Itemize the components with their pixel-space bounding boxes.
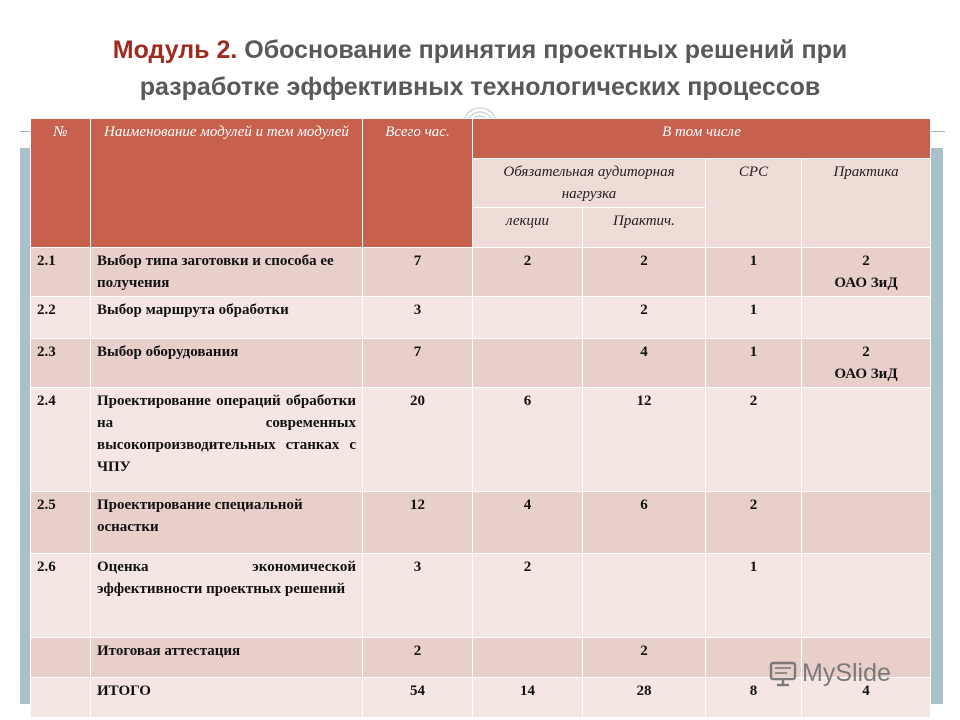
table-row [31, 339, 931, 388]
row-name: ИТОГО [91, 678, 363, 718]
row-srs: 2 [706, 492, 802, 554]
row-name: Оценка экономической эффективности проектных решений [91, 554, 363, 638]
row-practical: 12 [583, 388, 706, 492]
row-lectures: 14 [473, 678, 583, 718]
row-total: 54 [363, 678, 473, 718]
row-practical: 2 [583, 248, 706, 297]
table-row [31, 492, 931, 554]
presentation-board-icon [768, 658, 798, 688]
row-num: 2.5 [31, 492, 91, 554]
row-num: 2.4 [31, 388, 91, 492]
row-srs: 8 [706, 678, 802, 718]
table-row [31, 297, 931, 339]
row-lectures [473, 638, 583, 678]
row-srs: 1 [706, 297, 802, 339]
header-mandatory: Обязательная аудиторная нагрузка [473, 159, 706, 208]
row-practice [802, 388, 931, 492]
header-name: Наименование модулей и тем модулей [91, 119, 363, 248]
watermark-text: MySlide [802, 658, 891, 687]
row-name: Выбор оборудования [91, 339, 363, 388]
row-lectures: 6 [473, 388, 583, 492]
row-total: 12 [363, 492, 473, 554]
row-lectures [473, 297, 583, 339]
row-lectures: 2 [473, 554, 583, 638]
table-row [31, 388, 931, 492]
row-total: 7 [363, 339, 473, 388]
modules-table [30, 118, 931, 718]
row-num: 2.1 [31, 248, 91, 297]
row-practice: 2 ОАО ЗиД [802, 339, 931, 388]
row-name: Выбор маршрута обработки [91, 297, 363, 339]
row-total: 2 [363, 638, 473, 678]
row-lectures [473, 339, 583, 388]
frame-band-right [931, 148, 943, 704]
row-total: 20 [363, 388, 473, 492]
row-num: 2.3 [31, 339, 91, 388]
slide-title [40, 32, 920, 106]
header-srs: СРС [706, 159, 802, 248]
header-num: № [31, 119, 91, 248]
header-including: В том числе [473, 119, 931, 159]
row-name: Проектирование операций обработки на современных высокопроизводительных станках с ЧПУ [91, 388, 363, 492]
row-practical [583, 554, 706, 638]
row-practice [802, 492, 931, 554]
row-practical: 4 [583, 339, 706, 388]
row-num [31, 678, 91, 718]
title-module-label: Модуль 2. [112, 36, 238, 64]
row-srs: 1 [706, 554, 802, 638]
header-lectures: лекции [473, 208, 583, 248]
watermark [768, 656, 891, 690]
table-row [31, 248, 931, 297]
row-srs: 2 [706, 388, 802, 492]
title-text: Обоснование принятия проектных решений при разработке эффективных технологических процессов [139, 36, 848, 101]
row-num [31, 638, 91, 678]
row-total: 3 [363, 554, 473, 638]
row-total: 7 [363, 248, 473, 297]
row-name: Итоговая аттестация [91, 638, 363, 678]
row-practice [802, 297, 931, 339]
row-practical: 6 [583, 492, 706, 554]
row-practice: 4 [802, 678, 931, 718]
header-total: Всего час. [363, 119, 473, 248]
row-practice [802, 554, 931, 638]
row-name: Выбор типа заготовки и способа ее получения [91, 248, 363, 297]
header-practice: Практика [802, 159, 931, 248]
row-practical: 28 [583, 678, 706, 718]
row-practice: 2 ОАО ЗиД [802, 248, 931, 297]
row-practical: 2 [583, 297, 706, 339]
row-total: 3 [363, 297, 473, 339]
table-row [31, 554, 931, 638]
row-practical: 2 [583, 638, 706, 678]
row-num: 2.2 [31, 297, 91, 339]
row-lectures: 2 [473, 248, 583, 297]
row-name: Проектирование специальной оснастки [91, 492, 363, 554]
row-lectures: 4 [473, 492, 583, 554]
row-srs: 1 [706, 248, 802, 297]
row-num: 2.6 [31, 554, 91, 638]
header-practical: Практич. [583, 208, 706, 248]
row-srs: 1 [706, 339, 802, 388]
